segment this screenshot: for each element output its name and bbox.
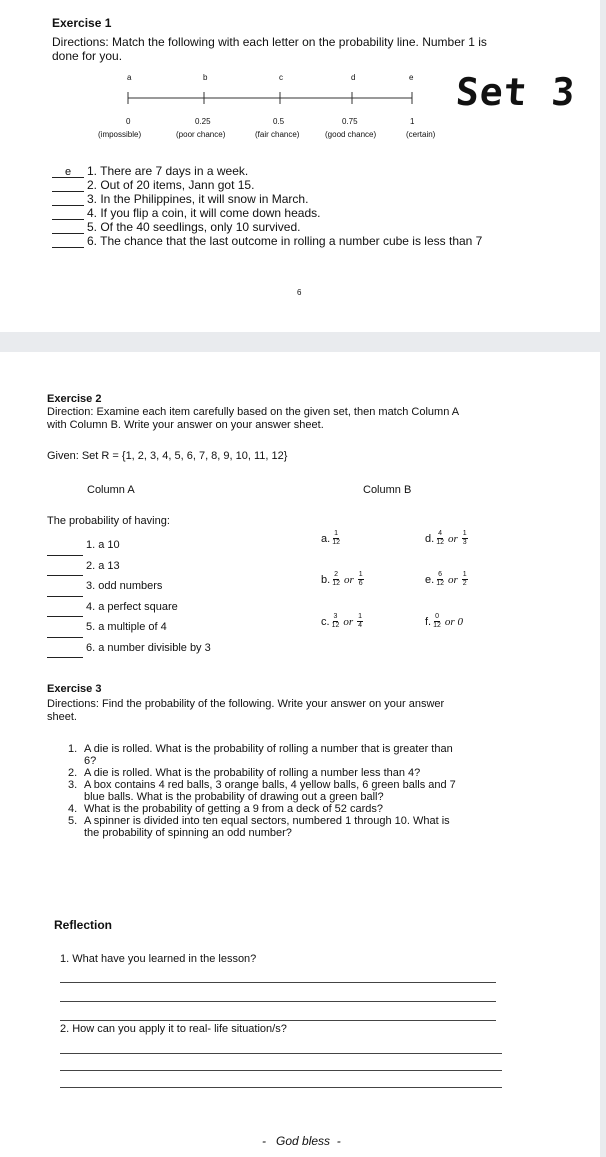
choice-d-den1: 12 xyxy=(436,539,444,546)
exercise3-item-5-number: 5. xyxy=(68,815,78,827)
line-caption-fair: (fair chance) xyxy=(255,130,300,139)
choice-b-fraction-1 xyxy=(332,571,340,588)
column-a-item-4 xyxy=(47,597,211,618)
line-value-05: 0.5 xyxy=(273,117,285,126)
choice-a xyxy=(321,530,341,547)
column-b-header: Column B xyxy=(363,484,412,496)
choice-e-label: e. xyxy=(425,573,435,586)
answer-blank-1[interactable]: e xyxy=(52,166,84,178)
exercise1-directions-line2: done for you. xyxy=(52,49,123,63)
choice-b-or: or xyxy=(343,573,354,586)
answer-blank-5[interactable] xyxy=(52,222,84,234)
column-a-item-text-4: 4. a perfect square xyxy=(86,600,178,613)
column-a-header: Column A xyxy=(87,484,135,496)
column-a-item-5 xyxy=(47,617,211,638)
column-a-item-text-1: 1. a 10 xyxy=(86,539,120,551)
exercise2-given-set: Given: Set R = {1, 2, 3, 4, 5, 6, 7, 8, 9, 10, 11, 12} xyxy=(47,450,288,462)
column-a-blank-4[interactable] xyxy=(47,605,83,617)
exercise3-item-1-line2: 6? xyxy=(84,755,97,767)
exercise2-directions-line1: Direction: Examine each item carefully based on the given set, then match Column A xyxy=(47,406,460,418)
choice-d-num2: 1 xyxy=(462,530,467,537)
line-caption-good: (good chance) xyxy=(325,130,377,139)
exercise1-item-1 xyxy=(52,164,592,178)
exercise1-item-text-3: 3. In the Philippines, it will snow in March. xyxy=(87,192,309,206)
choice-f-label: f. xyxy=(425,615,432,628)
choice-a-fraction xyxy=(332,530,340,547)
choice-e-fraction-1 xyxy=(436,571,444,588)
choice-d-fraction-2 xyxy=(462,530,468,547)
worksheet-page-2 xyxy=(0,352,600,1157)
choice-d-num1: 4 xyxy=(438,530,443,537)
line-caption-poor: (poor chance) xyxy=(176,130,226,139)
answer-blank-6[interactable] xyxy=(52,236,84,248)
choice-c-or: or xyxy=(343,615,354,628)
column-a-item-text-5: 5. a multiple of 4 xyxy=(86,621,167,633)
choice-e-num1: 6 xyxy=(438,571,443,578)
set-label-handwritten: Set 3 xyxy=(454,70,577,114)
choice-b-num2: 1 xyxy=(358,571,363,578)
choice-e-or: or xyxy=(447,573,458,586)
exercise3-item-1 xyxy=(68,743,548,767)
choice-f-fraction xyxy=(433,613,441,630)
choice-c-fraction-2 xyxy=(357,613,363,630)
choice-c-den2: 4 xyxy=(358,622,363,629)
exercise3-item-4-number: 4. xyxy=(68,803,78,815)
answer-blank-4[interactable] xyxy=(52,208,84,220)
answer-blank-3[interactable] xyxy=(52,194,84,206)
exercise1-item-2 xyxy=(52,178,592,192)
exercise3-item-2 xyxy=(68,767,548,779)
answer-line-1b[interactable] xyxy=(60,1001,496,1002)
choice-d xyxy=(425,530,469,547)
reflection-title: Reflection xyxy=(54,918,113,932)
answer-blank-2[interactable] xyxy=(52,180,84,192)
exercise1-item-5 xyxy=(52,220,592,234)
choice-a-num: 1 xyxy=(334,530,339,537)
exercise1-item-6 xyxy=(52,234,592,248)
column-a-blank-1[interactable] xyxy=(47,544,83,556)
exercise3-directions-line1: Directions: Find the probability of the following. Write your answer on your answer xyxy=(47,698,445,710)
column-a-blank-6[interactable] xyxy=(47,646,83,658)
line-value-0: 0 xyxy=(126,117,131,126)
line-caption-impossible: (impossible) xyxy=(98,130,142,139)
exercise1-title: Exercise 1 xyxy=(52,16,112,30)
column-a-item-6 xyxy=(47,638,211,659)
exercise3-item-4 xyxy=(68,803,548,815)
reflection-question-1: 1. What have you learned in the lesson? xyxy=(60,953,257,965)
exercise3-item-3-line1: A box contains 4 red balls, 3 orange balls, 4 yellow balls, 6 green balls and 7 xyxy=(84,779,456,791)
exercise3-directions-line2: sheet. xyxy=(47,711,77,723)
exercise3-item-1-line1: A die is rolled. What is the probability of rolling a number that is greater than xyxy=(84,743,453,755)
choice-b-den1: 12 xyxy=(332,580,340,587)
column-a-blank-2[interactable] xyxy=(47,564,83,576)
choice-b-den2: 6 xyxy=(358,580,363,587)
exercise3-item-3 xyxy=(68,779,548,803)
choice-e xyxy=(425,571,469,588)
choice-b-label: b. xyxy=(321,573,331,586)
exercise3-item-1-number: 1. xyxy=(68,743,78,755)
exercise1-item-text-1: 1. There are 7 days in a week. xyxy=(87,164,249,178)
exercise1-directions-line1: Directions: Match the following with each letter on the probability line. Number 1 is xyxy=(52,35,487,49)
choice-c-label: c. xyxy=(321,615,330,628)
exercise1-item-text-4: 4. If you flip a coin, it will come down heads. xyxy=(87,206,321,220)
choice-f xyxy=(425,613,466,630)
choice-d-fraction-1 xyxy=(436,530,444,547)
line-letter-c: c xyxy=(279,73,283,82)
choice-c-den1: 12 xyxy=(331,622,340,629)
choice-d-label: d. xyxy=(425,532,435,545)
choice-c-num2: 1 xyxy=(358,613,363,620)
exercise3-items xyxy=(68,743,548,839)
column-a-items xyxy=(47,535,211,658)
choice-e-num2: 1 xyxy=(462,571,467,578)
column-a-item-text-6: 6. a number divisible by 3 xyxy=(86,641,211,654)
choice-f-num: 0 xyxy=(435,613,439,620)
choice-b xyxy=(321,571,365,588)
exercise3-item-5-line1: A spinner is divided into ten equal sectors, numbered 1 through 10. What is xyxy=(84,815,450,827)
column-a-item-2 xyxy=(47,556,211,577)
column-a-item-text-2: 2. a 13 xyxy=(86,559,120,572)
choice-e-den1: 12 xyxy=(436,580,444,587)
reflection-question-2: 2. How can you apply it to real- life situation/s? xyxy=(60,1023,287,1035)
probability-line xyxy=(90,70,450,145)
answer-line-2a[interactable] xyxy=(60,1053,502,1054)
column-a-blank-3[interactable] xyxy=(47,585,83,597)
choice-e-den2: 2 xyxy=(462,580,467,587)
answer-line-1c[interactable] xyxy=(60,1020,496,1021)
exercise3-item-3-line2: blue balls. What is the probability of drawing out a green ball? xyxy=(84,791,384,803)
exercise2-title: Exercise 2 xyxy=(47,393,102,405)
choice-c-num1: 3 xyxy=(333,613,338,620)
line-value-025: 0.25 xyxy=(195,117,211,126)
choice-c xyxy=(321,613,364,630)
answer-line-2b[interactable] xyxy=(60,1070,502,1071)
column-a-item-1 xyxy=(47,535,211,556)
line-value-075: 0.75 xyxy=(342,117,358,126)
choice-d-or: or xyxy=(447,532,458,545)
exercise1-item-3 xyxy=(52,192,592,206)
choice-d-den2: 3 xyxy=(462,539,467,546)
exercise3-item-5-line2: the probability of spinning an odd number? xyxy=(84,827,292,839)
exercise1-items xyxy=(52,164,592,248)
choice-b-num1: 2 xyxy=(334,571,339,578)
page-number: 6 xyxy=(297,288,302,297)
line-caption-certain: (certain) xyxy=(406,130,436,139)
exercise3-item-2-number: 2. xyxy=(68,767,78,779)
line-letter-e: e xyxy=(409,73,414,82)
exercise1-item-text-2: 2. Out of 20 items, Jann got 15. xyxy=(87,178,255,192)
exercise3-item-4-line1: What is the probability of getting a 9 from a deck of 52 cards? xyxy=(84,803,383,815)
exercise3-title: Exercise 3 xyxy=(47,683,102,695)
line-letter-b: b xyxy=(203,73,208,82)
column-a-item-text-3: 3. odd numbers xyxy=(86,580,163,592)
exercise2-directions-line2: with Column B. Write your answer on your answer sheet. xyxy=(47,419,324,431)
exercise1-item-text-5: 5. Of the 40 seedlings, only 10 survived. xyxy=(87,220,301,234)
choice-a-label: a. xyxy=(321,532,331,545)
closing-god-bless: - God bless - xyxy=(262,1134,341,1148)
answer-line-2c[interactable] xyxy=(60,1087,502,1088)
line-letter-d: d xyxy=(351,73,356,82)
choice-c-fraction-1 xyxy=(332,613,340,630)
exercise1-item-text-6: 6. The chance that the last outcome in rolling a number cube is less than 7 xyxy=(87,234,483,248)
column-a-prompt: The probability of having: xyxy=(47,515,170,527)
column-a-item-3 xyxy=(47,576,211,597)
answer-line-1a[interactable] xyxy=(60,982,496,983)
choice-f-or-zero: or 0 xyxy=(444,615,463,628)
exercise3-item-5 xyxy=(68,815,548,839)
choice-a-den: 12 xyxy=(332,539,340,546)
choice-f-den: 12 xyxy=(433,622,441,629)
worksheet-page-1 xyxy=(0,0,600,332)
choice-e-fraction-2 xyxy=(462,571,468,588)
line-value-1: 1 xyxy=(410,117,415,126)
line-letter-a: a xyxy=(127,73,132,82)
exercise3-item-3-number: 3. xyxy=(68,779,78,791)
choice-b-fraction-2 xyxy=(358,571,364,588)
column-a-blank-5[interactable] xyxy=(47,626,83,638)
exercise1-item-4 xyxy=(52,206,592,220)
exercise3-item-2-line1: A die is rolled. What is the probability of rolling a number less than 4? xyxy=(84,767,421,779)
number-line-axis xyxy=(120,88,420,108)
